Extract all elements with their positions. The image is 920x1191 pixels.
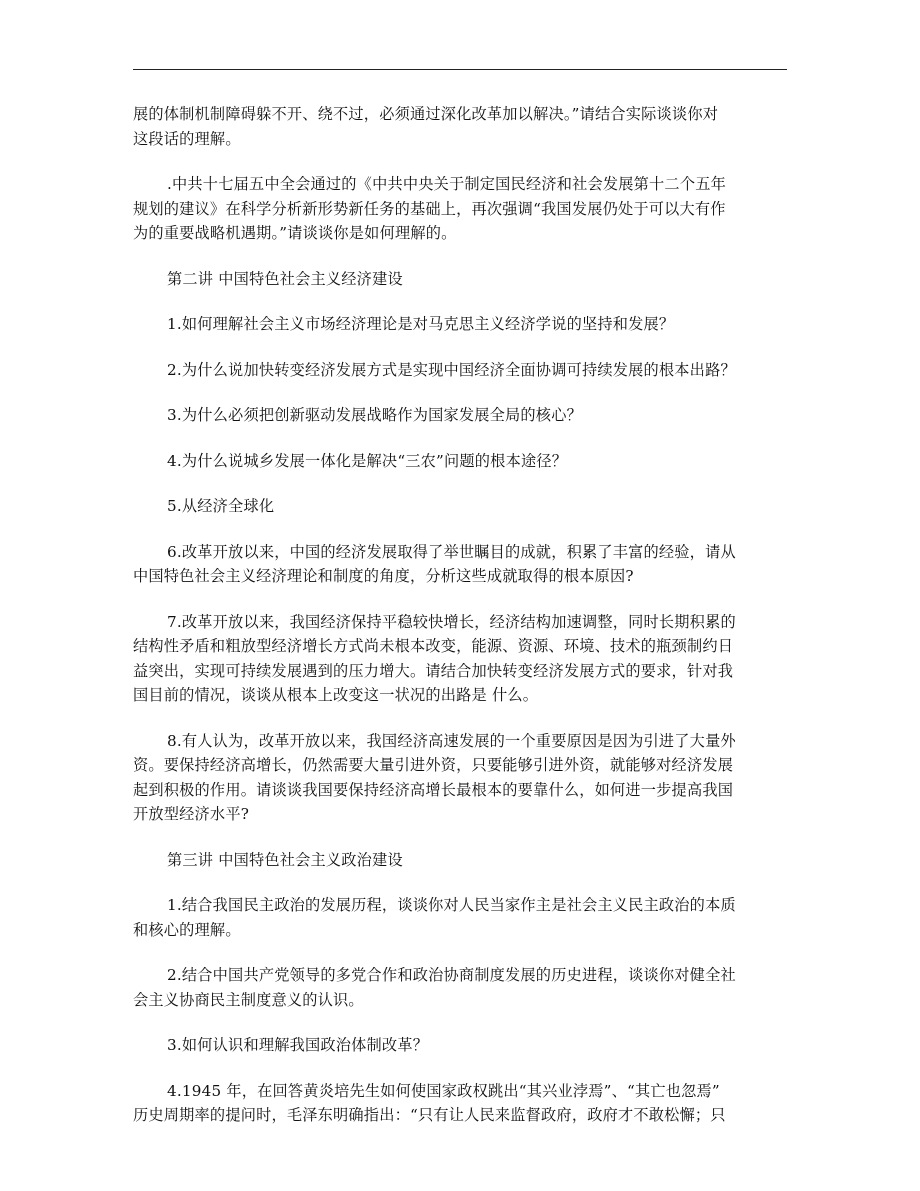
text-line: 3.为什么必须把创新驱动发展战略作为国家发展全局的核心？ (167, 406, 582, 424)
text-line: .中共十七届五中全会通过的《中共中央关于制定国民经济和社会发展第十二个五年 (167, 175, 726, 193)
text-line: 1.如何理解社会主义市场经济理论是对马克思主义经济学说的坚持和发展？ (167, 315, 675, 333)
text-line: 2.为什么说加快转变经济发展方式是实现中国经济全面协调可持续发展的根本出路？ (167, 360, 736, 379)
question-paragraph (133, 729, 787, 827)
text-line: 结构性矛盾和粗放型经济增长方式尚未根本改变，能源、资源、环境、技术的瓶颈制约日 (133, 637, 734, 655)
document-body (133, 102, 787, 1149)
question-paragraph (133, 1033, 787, 1058)
question-paragraph (133, 403, 787, 428)
text-line: 6.改革开放以来，中国的经济发展取得了举世瞩目的成就，积累了丰富的经验，请从 (167, 542, 736, 561)
paragraph-continuation (133, 102, 787, 151)
text-line: 益突出，实现可持续发展遇到的压力增大。请结合加快转变经济发展方式的要求，针对我 (133, 661, 734, 680)
section-heading: 第二讲 中国特色社会主义经济建设 (167, 269, 403, 288)
text-line: 5.从经济全球化 (167, 497, 275, 515)
text-line: 开放型经济水平? (133, 805, 250, 823)
text-line: 为的重要战略机遇期。”请谈谈你是如何理解的。 (133, 224, 457, 242)
text-line: 1.结合我国民主政治的发展历程，谈谈你对人民当家作主是社会主义民主政治的本质 (167, 896, 736, 914)
text-line: 8.有人认为，改革开放以来，我国经济高速发展的一个重要原因是因为引进了大量外 (167, 731, 736, 750)
section-heading: 第三讲 中国特色社会主义政治建设 (167, 850, 403, 869)
question-paragraph (133, 1079, 787, 1128)
question-paragraph (133, 449, 787, 474)
text-line: 起到积极的作用。请谈谈我国要保持经济高增长最根本的要靠什么，如何进一步提高我国 (133, 780, 734, 799)
question-paragraph (133, 893, 787, 942)
text-line: 国目前的情况，谈谈从根本上改变这一状况的出路是 什么。 (133, 686, 539, 704)
text-line: 历史周期率的提问时，毛泽东明确指出：“只有让人民来监督政府，政府才不敢松懈；只 (133, 1106, 726, 1124)
text-line: 和核心的理解。 (133, 920, 241, 939)
section-heading-lecture-3 (133, 848, 787, 873)
question-paragraph (133, 172, 787, 246)
question-paragraph (133, 540, 787, 589)
section-heading-lecture-2 (133, 267, 787, 292)
question-paragraph (133, 358, 787, 383)
question-paragraph (133, 312, 787, 337)
question-paragraph (133, 610, 787, 708)
question-paragraph (133, 963, 787, 1012)
text-line: 资。要保持经济高增长，仍然需要大量引进外资，只要能够引进外资，就能够对经济发展 (133, 756, 734, 774)
text-line: 中国特色社会主义经济理论和制度的角度，分析这些成就取得的根本原因? (133, 567, 634, 585)
text-line: 7.改革开放以来，我国经济保持平稳较快增长，经济结构加速调整，同时长期积累的 (167, 612, 736, 631)
text-line: 这段话的理解。 (133, 129, 241, 148)
text-line: 4.为什么说城乡发展一体化是解决“三农”问题的根本途径？ (167, 451, 568, 470)
question-paragraph (133, 494, 787, 519)
text-line: 展的体制机制障碍躲不开、绕不过，必须通过深化改革加以解决。”请结合实际谈谈你对 (133, 105, 719, 123)
header-divider (133, 69, 787, 70)
text-line: 3.如何认识和理解我国政治体制改革？ (167, 1036, 429, 1054)
text-line: 规划的建议》在科学分析新形势新任务的基础上，再次强调“我国发展仍处于可以大有作 (133, 199, 726, 218)
text-line: 会主义协商民主制度意义的认识。 (133, 990, 364, 1009)
text-line: 2.结合中国共产党领导的多党合作和政治协商制度发展的历史进程，谈谈你对健全社 (167, 966, 736, 984)
text-line: 4.1945 年，在回答黄炎培先生如何使国家政权跳出“其兴业浡焉”、“其亡也忽焉” (167, 1081, 720, 1100)
